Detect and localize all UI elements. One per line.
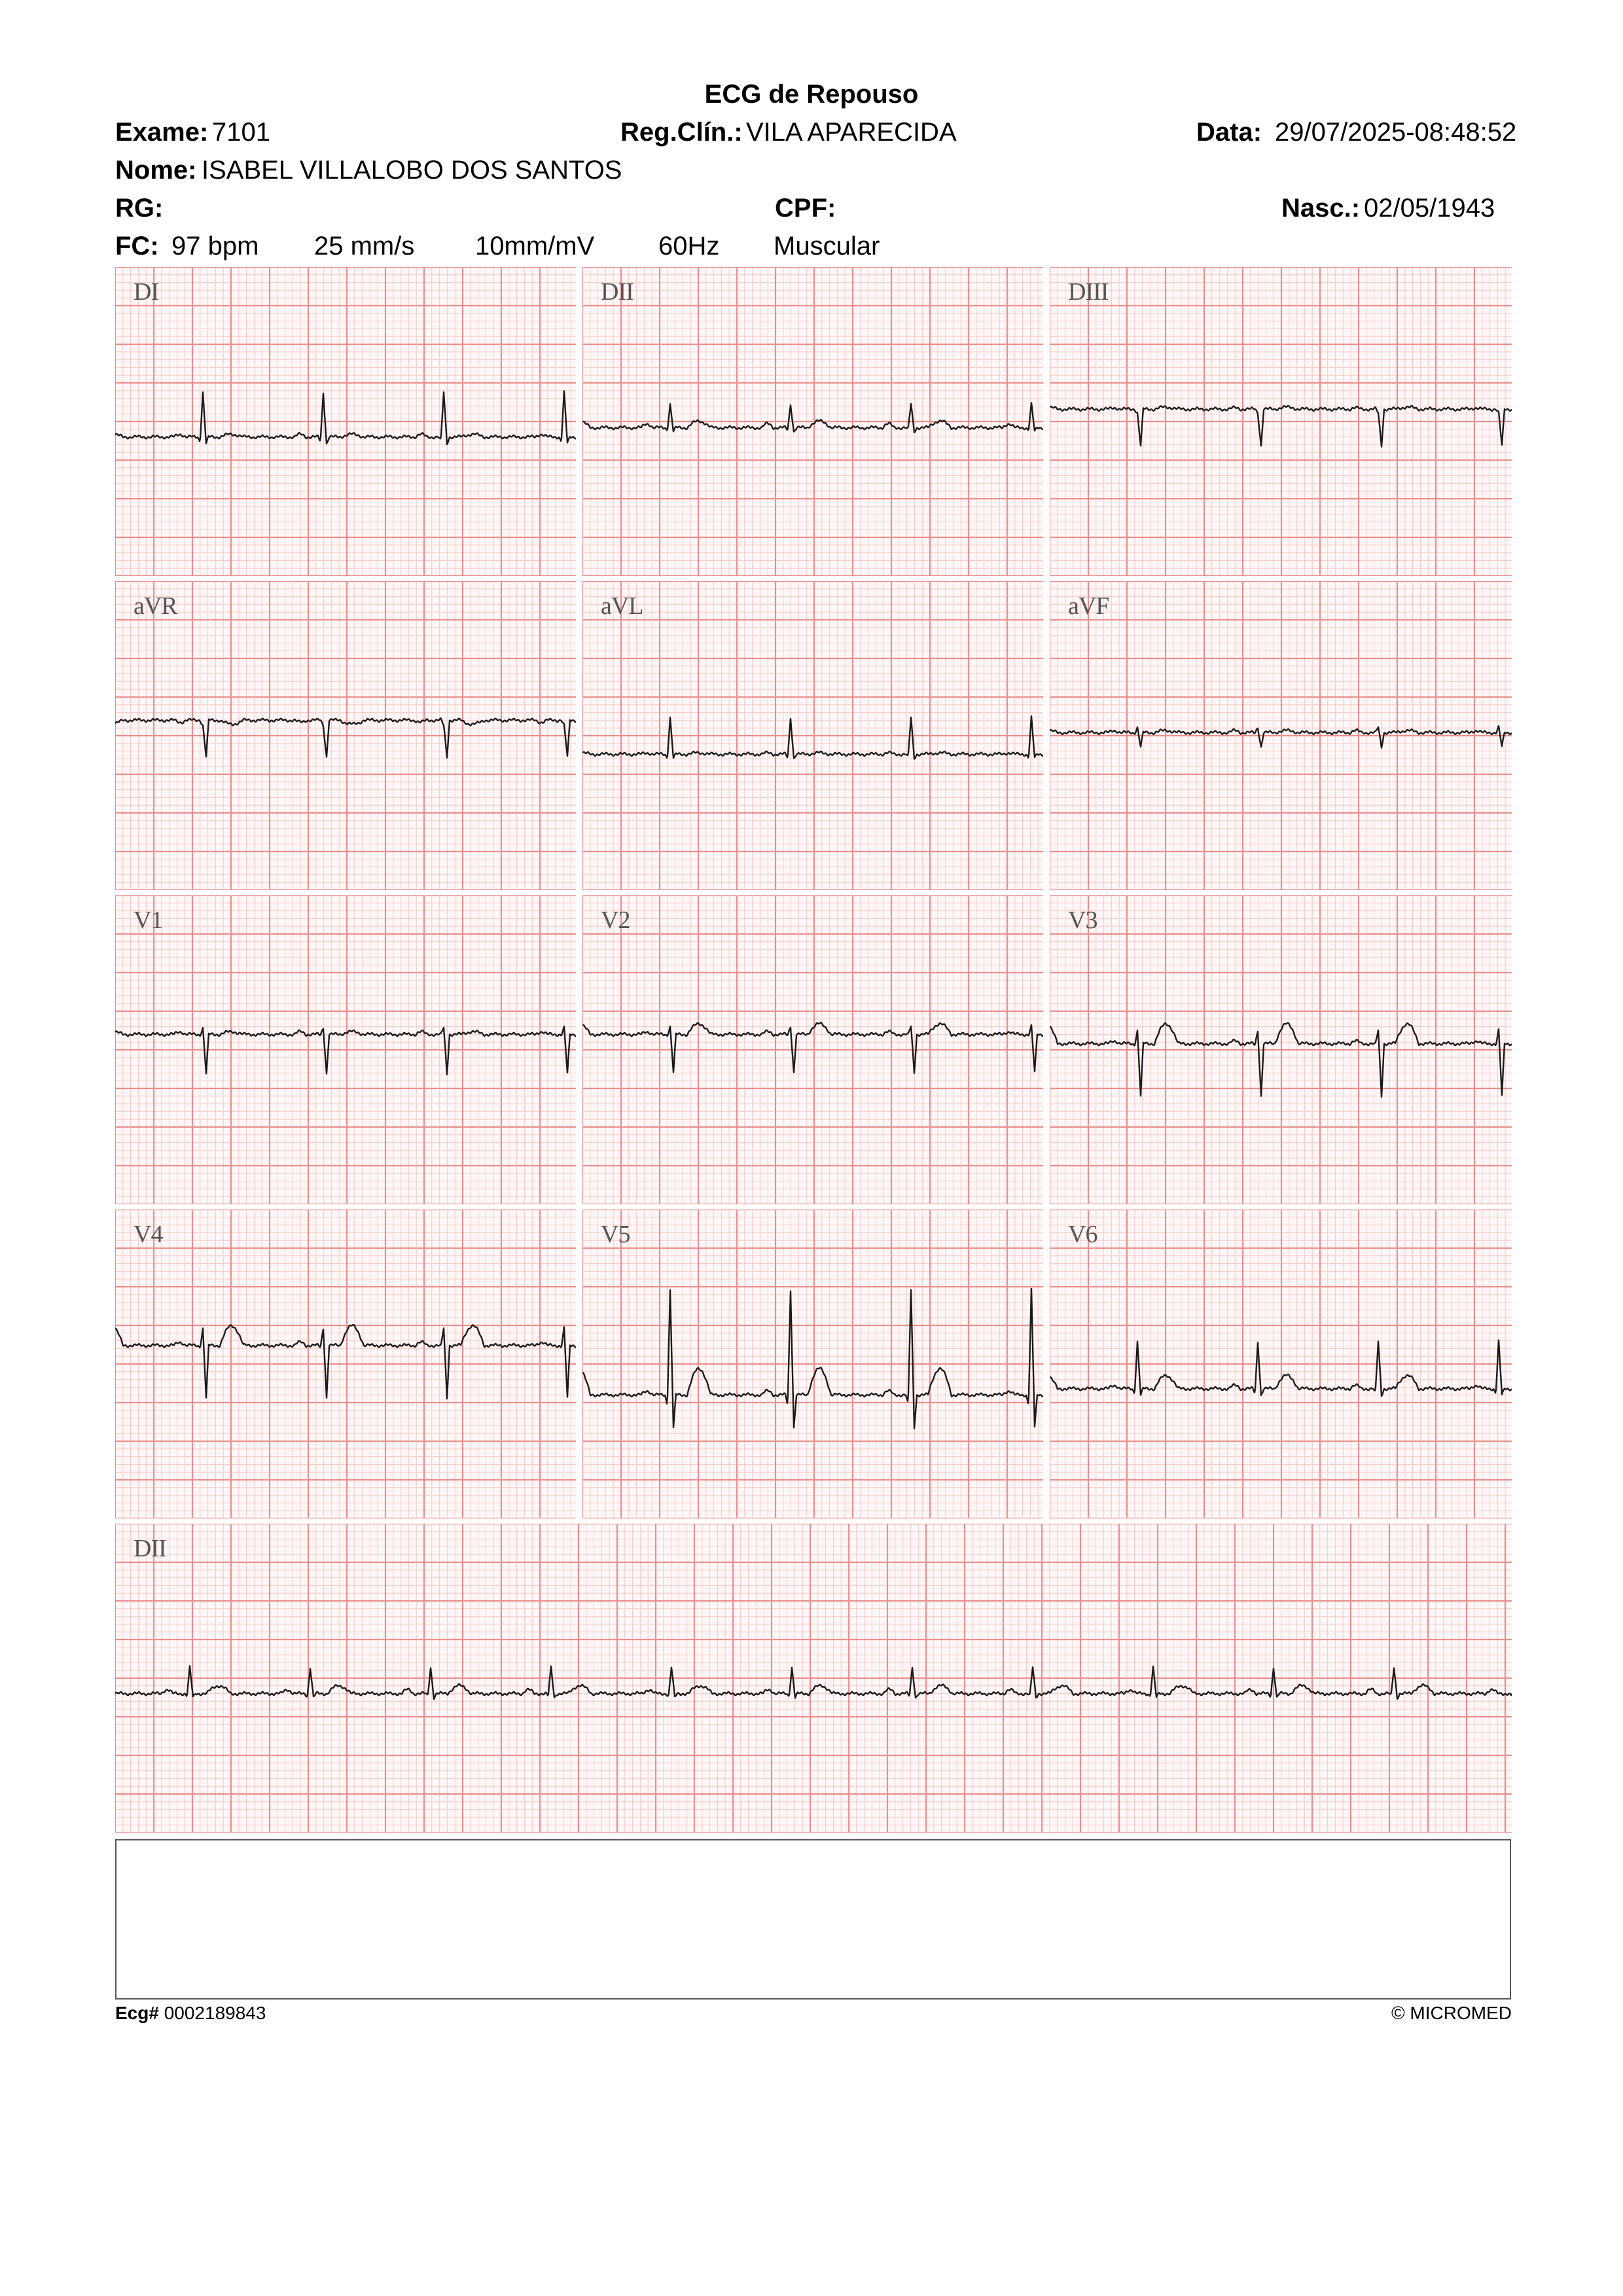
lead-panel-v3	[1050, 895, 1512, 1204]
ecg-trace-v4	[115, 1210, 576, 1518]
date-value: 29/07/2025-08:48:52	[1275, 118, 1517, 147]
ecg-trace-dii	[582, 267, 1043, 576]
ecg-trace-di	[115, 267, 576, 576]
brand-credit: © MICROMED	[1391, 2003, 1512, 2023]
lead-label-avl: aVL	[601, 592, 643, 620]
lead-panel-v2	[582, 895, 1043, 1204]
ecg-number	[115, 2003, 266, 2024]
ecg-waveform	[582, 1022, 1043, 1073]
ecg-waveform	[582, 716, 1043, 759]
report-title: ECG de Repouso	[704, 80, 919, 109]
date-label: Data:	[1196, 118, 1262, 147]
ecg-trace-avf	[1050, 581, 1512, 890]
ecg-trace-avl	[582, 581, 1043, 890]
ecg-waveform	[1050, 726, 1512, 748]
name-value: ISABEL VILLALOBO DOS SANTOS	[202, 156, 622, 185]
lead-panel-avr	[115, 581, 576, 890]
name-label: Nome:	[115, 156, 197, 185]
ecg-trace-v6	[1050, 1210, 1512, 1518]
ecg-trace-v1	[115, 895, 576, 1204]
ecg-trace-v3	[1050, 895, 1512, 1204]
ecg-trace-v5	[582, 1210, 1043, 1518]
ecg-waveform	[115, 1325, 576, 1399]
ecg-trace-diii	[1050, 267, 1512, 576]
lead-panel-diii	[1050, 267, 1512, 576]
ecg-number-label: Ecg#	[115, 2003, 159, 2023]
ecg-waveform	[115, 1026, 576, 1075]
lead-panel-dii	[582, 267, 1043, 576]
birth-label: Nasc.:	[1281, 194, 1361, 223]
cpf-label: CPF:	[775, 194, 836, 223]
paper-speed: 25 mm/s	[314, 232, 415, 260]
ecg-waveform	[1050, 1340, 1512, 1397]
lead-label-diii: DIII	[1068, 278, 1109, 306]
lead-label-dii: DII	[601, 278, 633, 306]
regclin-label: Reg.Clín.:	[620, 118, 743, 147]
muscle-filter: Muscular	[774, 232, 880, 260]
lead-panel-avf	[1050, 581, 1512, 890]
exam-label: Exame:	[115, 118, 209, 147]
lead-label-v3: V3	[1068, 906, 1097, 934]
birth-value: 02/05/1943	[1364, 194, 1495, 223]
exam-value: 7101	[212, 118, 270, 147]
lead-label-avf: aVF	[1068, 592, 1109, 620]
ecg-waveform	[115, 391, 576, 444]
lead-panel-v6	[1050, 1210, 1512, 1518]
heart-rate-label: FC:	[115, 232, 159, 260]
ecg-waveform	[115, 718, 576, 758]
ecg-waveform	[582, 403, 1043, 433]
report-comment-box	[115, 1839, 1511, 2000]
ecg-waveform	[115, 1666, 1512, 1699]
ecg-number-value: 0002189843	[164, 2003, 266, 2023]
lead-panel-v4	[115, 1210, 576, 1518]
ecg-trace-v2	[582, 895, 1043, 1204]
rhythm-strip-panel	[115, 1524, 1512, 1833]
lead-label-rhythm: DII	[134, 1535, 166, 1562]
lead-label-avr: aVR	[134, 592, 177, 620]
lead-label-v2: V2	[601, 906, 630, 934]
lead-label-v6: V6	[1068, 1221, 1097, 1248]
ecg-waveform	[1050, 1023, 1512, 1097]
ecg-trace-avr	[115, 581, 576, 890]
heart-rate-value: 97 bpm	[171, 232, 259, 260]
lead-panel-avl	[582, 581, 1043, 890]
lead-panel-v1	[115, 895, 576, 1204]
lead-panel-v5	[582, 1210, 1043, 1518]
regclin-value: VILA APARECIDA	[746, 118, 957, 147]
lead-panel-di	[115, 267, 576, 576]
lead-label-v5: V5	[601, 1221, 630, 1248]
ecg-waveform	[582, 1289, 1043, 1429]
rg-label: RG:	[115, 194, 164, 223]
mains-filter: 60Hz	[658, 232, 720, 260]
ecg-trace-rhythm	[115, 1524, 1512, 1833]
ecg-waveform	[1050, 406, 1512, 447]
gain-setting: 10mm/mV	[475, 232, 595, 260]
lead-label-v1: V1	[134, 906, 163, 934]
lead-label-di: DI	[134, 278, 159, 306]
lead-label-v4: V4	[134, 1221, 163, 1248]
